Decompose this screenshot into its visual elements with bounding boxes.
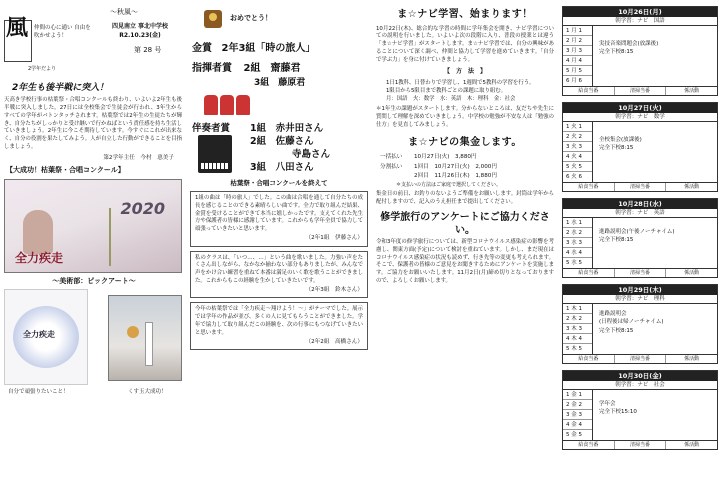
masthead-kanji: 風	[6, 15, 29, 41]
survey-body: 令和3年度の修学旅行については、新型コロナウイルス感染症の影響を考慮し、関東方面(予定)について検討を重ねています。しかし、まだ現在はコロナウイルス感染症の状況も読めず、行き先等の変更も考えられます。そこで、保護者の皆様のご意見をお聞きするためにアンケートを実施します。ご協力をお願いいたします。11月2日(月)締め切りとなっておりますので、よろしくお願いします。	[376, 238, 554, 285]
intro-paragraph: 天高き学校行事の枯葉祭・合唱コンクールも終わり、いよいよ2年生も後半戦に突入しました。27日には全校集会で生徒会が行われ、3年生から すべての学年がバトンタッチされます。枯葉祭では2年生の生徒たちが輝き、自分たちがしっかりと受け継いで行かねばという責任感を持ち生活していきましょう。2年生に今こそ期待しています。今すぐにこれが出来なく、自分の役割を果たしてみよう。人が自立した行動ができることを目指しましょう。	[4, 97, 182, 151]
day-date: 10月29日(木)	[563, 285, 717, 295]
essay-sign-1: （2年1組 伊藤さん）	[305, 235, 363, 242]
pianist-4: 3組 八田さん	[250, 162, 314, 174]
day-card-wednesday	[562, 198, 718, 278]
issue-number: 第 28 号	[134, 46, 162, 54]
period-cell: 4 火 4	[563, 152, 592, 162]
duty-cell: 係活動	[684, 184, 700, 190]
masthead	[4, 6, 182, 76]
gold-text: 2年3組「時の旅人」	[221, 43, 316, 54]
art-flower-photo	[4, 289, 88, 385]
day-date: 10月26日(月)	[563, 7, 717, 17]
essay-sign-3: （2年2組 高橋さん）	[305, 338, 363, 345]
period-cell: 5 月 5	[563, 66, 592, 76]
column-awards	[190, 6, 368, 354]
day-duty-row	[563, 440, 717, 449]
study-method-heading: 【 方 法 】	[443, 67, 486, 75]
day-card-monday	[562, 6, 718, 96]
headline: 2年生も後半戦に突入！	[12, 83, 109, 93]
pianist-block	[190, 123, 368, 175]
period-cell: 3 金 3	[563, 410, 592, 420]
period-cell: 5 水 5	[566, 260, 582, 266]
day-body	[563, 304, 717, 354]
fee-title: ま☆ナビの集金します。	[408, 136, 522, 148]
flower-text: 全力疾走	[23, 330, 55, 340]
study-note: ＊1年生の課題がスタートします。分からないところは、友だちや先生に質問して理解を深めていきましょう。中学校の勉強が不安な人は「勉強の仕方」を見直してみましょう。	[376, 106, 554, 128]
day-card-friday	[562, 370, 718, 450]
day-plan	[593, 122, 717, 182]
fee-row-text: 1回目 10月27日(火) 2,000円	[414, 163, 497, 170]
period-cell: 3 水 3	[563, 238, 592, 248]
weekly-timetable	[562, 6, 718, 450]
period-cell: 1 月 1	[563, 26, 592, 36]
school-name: 四見南立 事北中学校	[111, 23, 169, 30]
period-cell: 2 金 2	[563, 400, 592, 410]
poster-year: 2020	[120, 198, 165, 218]
period-cell: 1 火 1	[563, 122, 592, 132]
fee-row-text: 10月27日(火) 3,880円	[414, 154, 477, 161]
day-plan	[593, 26, 717, 86]
period-list	[563, 122, 593, 182]
day-card-thursday	[562, 284, 718, 364]
masthead-school-block	[100, 22, 180, 40]
period-cell: 3 木 3	[563, 324, 592, 334]
gold-award	[192, 42, 368, 56]
plan-line: 実技音楽問題会(放課後)	[599, 41, 659, 47]
essay-paragraph-3: 今年の枯葉祭では「全力疾走～翔けよう！～」がテーマでした。展示では学年の作品が並び、多くの人に見てもらうことができました。学年で協力して取り組んだこの経験を、次の行事にもつなげていきたいと思います。	[195, 306, 363, 336]
plan-line: 学年会	[599, 401, 616, 407]
duty-cell: 清掃当番	[615, 183, 667, 191]
method-line: 1日1教科、日替わりで学習し、1週間で5教科の学習を行う。	[386, 79, 535, 86]
fee-row	[380, 163, 554, 173]
day-plan	[593, 390, 717, 440]
author-signature: 第2学年主任 今村 恵美子	[103, 154, 174, 161]
duty-cell: 清掃当番	[615, 269, 667, 277]
period-cell: 2 火 2	[563, 132, 592, 142]
fee-row-label: 分割払い	[380, 163, 403, 170]
day-morning-study: 朝学習：ナビ 社会	[563, 381, 717, 390]
method-line: 1限目から5限目まで教科ごとの課題に取り組む。	[386, 87, 507, 94]
duty-cell: 給食当番	[563, 269, 615, 277]
poster-photo	[4, 179, 182, 273]
day-duty-row	[563, 354, 717, 363]
kusudama-ball	[127, 326, 139, 338]
period-cell: 5 火 5	[563, 162, 592, 172]
art-section-title: ～美術部：ピックアート～	[52, 276, 136, 285]
day-duty-row	[563, 182, 717, 191]
piano-icon	[198, 135, 232, 173]
period-cell: 4 月 4	[563, 56, 592, 66]
day-body	[563, 218, 717, 268]
duty-cell: 係活動	[684, 356, 700, 362]
fee-body: 集金日の前日、お釣りのないようご準備をお願いします。封筒は学年から配付しますので、記入のうえ担任まで提出してください。	[376, 191, 554, 206]
pianist-3: 寺島さん	[292, 149, 331, 161]
period-cell: 1 金 1	[563, 390, 592, 400]
period-cell: 4 金 4	[563, 420, 592, 430]
column-study	[376, 6, 554, 286]
conductor-label: 指揮者賞	[192, 62, 232, 74]
day-card-tuesday	[562, 102, 718, 192]
period-cell: 2 木 2	[563, 314, 592, 324]
duty-cell: 係活動	[684, 270, 700, 276]
period-cell: 5 金 5	[566, 432, 582, 438]
essay-box-3	[190, 302, 368, 350]
trophy-icon	[204, 10, 222, 28]
conductor-2: 3組 藤原君	[254, 78, 306, 88]
day-duty-row	[563, 86, 717, 95]
gold-label: 金賞	[192, 43, 212, 54]
seat-icon	[236, 95, 250, 115]
duty-cell: 給食当番	[563, 183, 615, 191]
study-title: ま☆ナビ学習、始まります！	[397, 9, 533, 20]
period-list	[563, 26, 593, 86]
day-duty-row	[563, 268, 717, 277]
period-list	[563, 304, 593, 354]
day-body	[563, 26, 717, 86]
day-morning-study: 朝学習：ナビ 理科	[563, 295, 717, 304]
essay-box-1	[190, 191, 368, 247]
plan-line: 完全下校8:15	[599, 327, 634, 334]
poster-figure	[23, 210, 53, 254]
duty-cell: 清掃当番	[615, 441, 667, 449]
period-cell: 1 水 1	[563, 218, 592, 228]
fee-row-text: 2回目 11月26日(木) 1,880円	[414, 173, 497, 180]
art-caption-left: 自分で頑張りたいこと！	[8, 389, 69, 396]
poster-slogan: 全力疾走	[15, 250, 64, 265]
poster-tower	[109, 208, 111, 266]
plan-line: 進路説明会(午後ノーチャイム)	[599, 229, 675, 235]
essay-box-2	[190, 251, 368, 299]
art-photos	[4, 289, 182, 395]
kusudama-banner	[145, 322, 153, 366]
congrats-text: おめでとう！	[230, 14, 272, 22]
essay-title: 枯葉祭・合唱コンクールを終えて	[230, 179, 328, 188]
fee-row	[380, 153, 554, 163]
essay-sign-2: （2年3組 鈴木さん）	[305, 286, 363, 293]
survey-title: 修学旅行のアンケートにご協力ください。	[380, 211, 550, 236]
duty-cell: 給食当番	[563, 87, 615, 95]
plan-line: 全校集会(放課後)	[599, 137, 642, 143]
method-line: 月：国語 火：数学 水：英語 木：理科 金：社会	[386, 95, 516, 102]
fee-row	[380, 172, 554, 182]
period-cell: 3 月 3	[563, 46, 592, 56]
pianist-label: 伴奏者賞	[192, 123, 231, 135]
poster-section-title: 【大成功！枯葉祭・合唱コンクール】	[6, 166, 125, 175]
duty-cell: 係活動	[684, 88, 700, 94]
period-cell: 6 火 6	[566, 174, 582, 180]
masthead-footer: 2学年だより	[28, 66, 57, 72]
seats-illustration	[190, 93, 368, 119]
period-cell: 4 水 4	[563, 248, 592, 258]
pianist-1: 1組 赤井田さん	[250, 123, 324, 135]
duty-cell: 清掃当番	[615, 87, 667, 95]
day-morning-study: 朝学習：ナビ 数学	[563, 113, 717, 122]
art-kusudama-photo	[108, 295, 182, 381]
period-cell: 6 月 6	[566, 78, 582, 84]
study-body: 10月22日(木)、総合的な学習の時間に学年集会を開き、ナビ学習についての説明を行いました。いよいよ次の段階に入り、普段の授業とは違う「ま☆ナビ学習」がスタートします。ま☆ナビ学習では、自分の興味があることについて深く調べ、仲間と協力して学習を進めていきます。「自分で学ぶ力」を身に付けていきましょう。	[376, 25, 554, 63]
period-cell: 3 火 3	[563, 142, 592, 152]
day-date: 10月30日(金)	[563, 371, 717, 381]
plan-line: 完全下校15:10	[599, 409, 637, 416]
day-plan	[593, 218, 717, 268]
essay-paragraph-1: 1組の曲は「時の旅人」でした。この曲は合唱を通して自分たちの成長を感じることのできる素晴らしい曲です。全力で取り組んだ結果、金賞を受けることができて本当に嬉しかったです。支えてくれた先生方や保護者の皆様に感謝しています。これからも学年全員で協力して頑張っていきたいと思います。	[195, 194, 363, 233]
duty-cell: 係活動	[684, 442, 700, 448]
period-cell: 5 木 5	[566, 346, 582, 352]
issue-date: R2.10.23(金)	[119, 32, 161, 39]
fee-note: ＊支払いの方法はご家庭で選択してください。	[396, 181, 502, 188]
masthead-subtitle: 仲間の心に通い 自由を吹かせよう！	[34, 25, 91, 40]
masthead-season: ～秋風～	[110, 8, 138, 16]
seat-icon	[204, 95, 218, 115]
plan-line: 完全下校8:15	[599, 145, 634, 152]
day-morning-study: 朝学習：ナビ 国語	[563, 17, 717, 26]
congrats-row	[190, 6, 368, 36]
plan-line: 進路説明会	[599, 311, 627, 317]
duty-cell: 給食当番	[563, 441, 615, 449]
pianist-2: 2組 佐藤さん	[250, 136, 314, 148]
conductor-award	[192, 62, 368, 76]
day-body	[563, 390, 717, 440]
period-cell: 4 木 4	[563, 334, 592, 344]
conductor-1: 2組 齋藤君	[243, 62, 301, 74]
plan-line: 完全下校8:15	[599, 237, 634, 244]
fee-schedule	[380, 153, 554, 182]
duty-cell: 給食当番	[563, 355, 615, 363]
study-method-list	[386, 79, 554, 103]
day-date: 10月27日(火)	[563, 103, 717, 113]
column-left	[4, 6, 182, 395]
period-list	[563, 390, 593, 440]
day-date: 10月28日(水)	[563, 199, 717, 209]
period-cell: 2 水 2	[563, 228, 592, 238]
period-list	[563, 218, 593, 268]
duty-cell: 清掃当番	[615, 355, 667, 363]
period-cell: 2 月 2	[563, 36, 592, 46]
seat-icon	[220, 95, 234, 115]
essay-paragraph-2: 私のクラスは、「いつ…、…」という曲を歌いました。力強い声をたくさん出しながら、なかなか揃わない部分もありましたが、みんなで声をかけ合い練習を重ねて本番は満足のいく歌を歌うことができました。これからもこの経験を生かしていきたいです。	[195, 254, 363, 285]
plan-line: (日程後は帰ノーチャイム)	[599, 319, 664, 326]
plan-line: 完全下校8:15	[599, 49, 634, 56]
day-plan	[593, 304, 717, 354]
day-morning-study: 朝学習：ナビ 英語	[563, 209, 717, 218]
period-cell: 1 木 1	[563, 304, 592, 314]
day-body	[563, 122, 717, 182]
fee-row-label: 一括払い	[380, 154, 403, 161]
art-caption-right: くす玉大成功！	[128, 389, 167, 396]
